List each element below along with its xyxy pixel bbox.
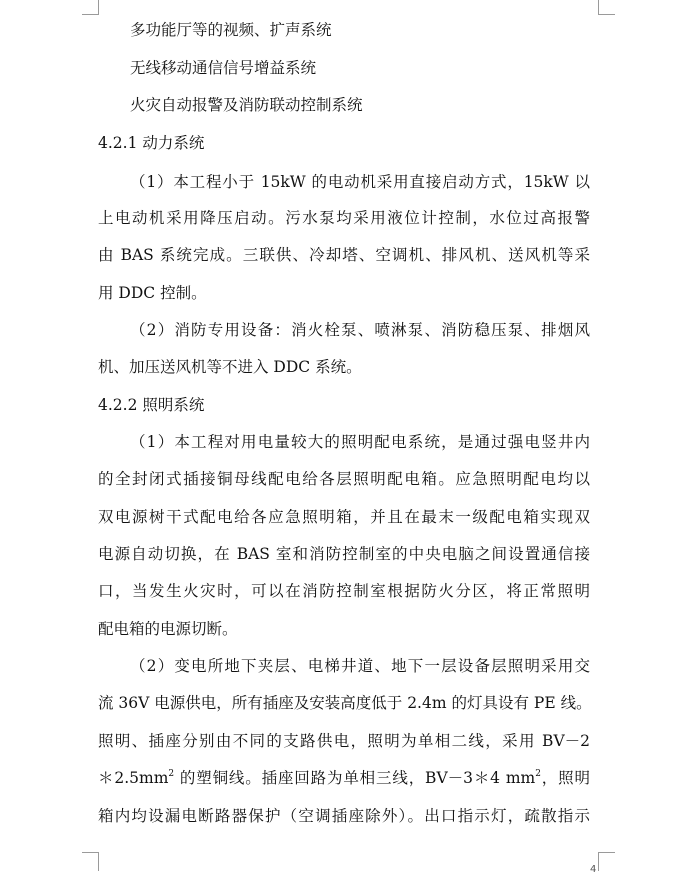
page-number: 4 bbox=[590, 864, 597, 875]
list-item: 无线移动通信信号增益系统 bbox=[130, 59, 317, 77]
paragraph-line bbox=[98, 767, 590, 789]
crop-mark-bottom-right bbox=[598, 852, 615, 871]
section-heading: 4.2.1 动力系统 bbox=[98, 134, 205, 152]
paragraph-line: 流 36V 电源供电，所有插座及安装高度低于 2.4m 的灯具设有 PE 线。 bbox=[98, 694, 592, 712]
list-item: 多功能厅等的视频、扩声系统 bbox=[130, 21, 332, 39]
crop-mark-bottom-left bbox=[82, 852, 99, 871]
superscript: 2 bbox=[535, 769, 541, 779]
paragraph-line: （1）本工程对用电量较大的照明配电系统，是通过强电竖井内 bbox=[130, 433, 590, 451]
crop-mark-top-right bbox=[598, 0, 615, 15]
paragraph-line: 由 BAS 系统完成。三联供、冷却塔、空调机、排风机、送风机等采 bbox=[98, 246, 590, 264]
paragraph-line: 用 DDC 控制。 bbox=[98, 284, 207, 302]
crop-mark-top-left bbox=[82, 0, 99, 15]
paragraph-line: （2）消防专用设备：消火栓泵、喷淋泵、消防稳压泵、排烟风 bbox=[130, 321, 590, 339]
paragraph-line: 配电箱的电源切断。 bbox=[98, 620, 238, 638]
paragraph-line: 照明、插座分别由不同的支路供电，照明为单相二线，采用 BV－2 bbox=[98, 732, 590, 750]
paragraph-line: 机、加压送风机等不进入 DDC 系统。 bbox=[98, 358, 362, 376]
paragraph-line: 电源自动切换，在 BAS 室和消防控制室的中央电脑之间设置通信接 bbox=[98, 545, 590, 563]
superscript: 2 bbox=[168, 769, 175, 779]
paragraph-line: 双电源树干式配电给各应急照明箱，并且在最末一级配电箱实现双 bbox=[98, 508, 590, 526]
text-run: ＊2.5mm bbox=[98, 769, 169, 787]
paragraph-line: 箱内均设漏电断路器保护（空调插座除外）。出口指示灯，疏散指示 bbox=[98, 807, 590, 825]
list-item: 火灾自动报警及消防联动控制系统 bbox=[130, 96, 363, 114]
section-heading: 4.2.2 照明系统 bbox=[98, 396, 205, 414]
paragraph-line: 上电动机采用降压启动。污水泵均采用液位计控制，水位过高报警 bbox=[98, 209, 590, 227]
paragraph-line: （2）变电所地下夹层、电梯井道、地下一层设备层照明采用交 bbox=[130, 657, 590, 675]
paragraph-line: 口，当发生火灾时，可以在消防控制室根据防火分区，将正常照明 bbox=[98, 582, 590, 600]
paragraph-line: 的全封闭式插接铜母线配电给各层照明配电箱。应急照明配电均以 bbox=[98, 470, 590, 488]
text-run: 的塑铜线。插座回路为单相三线，BV－3＊4 mm bbox=[174, 769, 536, 787]
paragraph-line: （1）本工程小于 15kW 的电动机采用直接启动方式，15kW 以 bbox=[130, 173, 590, 191]
text-run: ，照明 bbox=[540, 769, 590, 787]
